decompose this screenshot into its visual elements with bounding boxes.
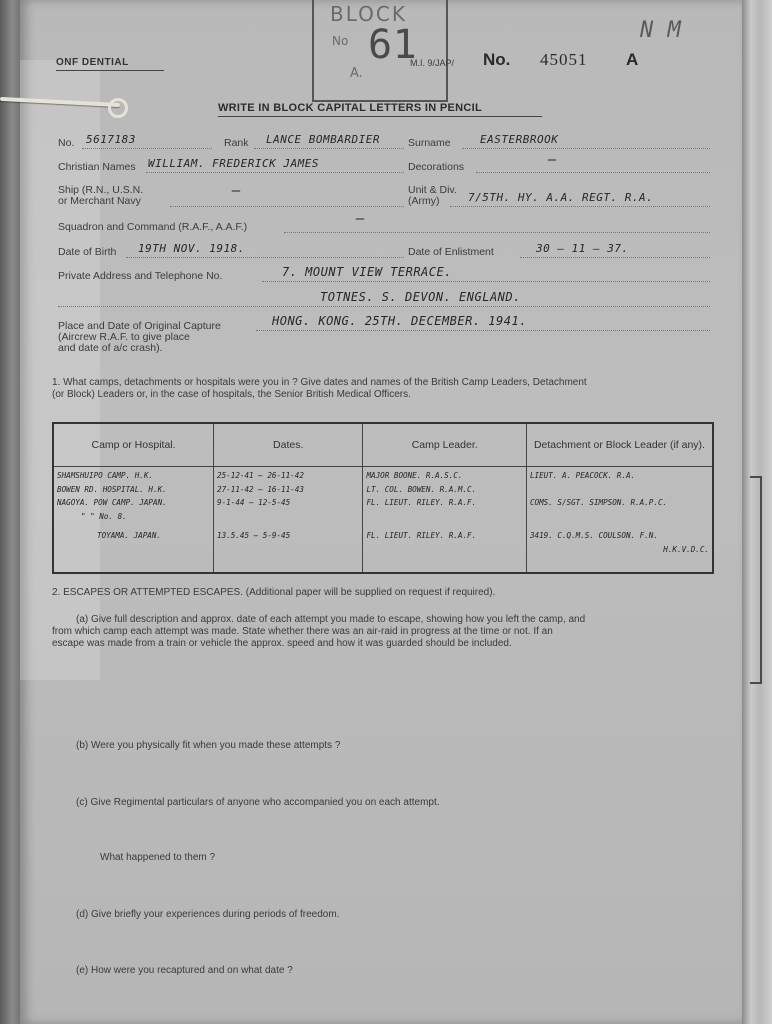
rank-line — [254, 148, 404, 149]
ship-label-line2: or Merchant Navy — [58, 195, 141, 207]
unit-value: 7/5TH. HY. A.A. REGT. R.A. — [468, 191, 654, 204]
question2c-follow-up: What happened to them ? — [100, 852, 216, 863]
table-cell: H.K.V.D.C. — [663, 544, 709, 554]
unit-label-line2: (Army) — [408, 195, 440, 207]
squadron-value: — — [356, 211, 365, 227]
dates-column — [214, 467, 363, 574]
decorations-label: Decorations — [408, 161, 465, 173]
question2a-line2: from which camp each attempt was made. State whether there was an air-raid in progress at the time or not. If an — [52, 626, 553, 637]
table-cell: TOYAMA. JAPAN. — [97, 531, 162, 540]
binder-edge-left — [0, 0, 22, 1024]
serial-suffix: A — [626, 50, 639, 69]
no-line — [82, 148, 212, 149]
no-label: No. — [58, 137, 75, 149]
camp-column — [53, 467, 214, 574]
serial-number: 45051 — [540, 50, 588, 69]
ship-value: — — [232, 183, 241, 199]
table-cell: FL. LIEUT. RILEY. R.A.F. — [366, 498, 477, 507]
table-cell — [530, 483, 709, 497]
decorations-value: — — [548, 152, 557, 168]
squadron-label: Squadron and Command (R.A.F., A.A.F.) — [58, 221, 248, 233]
decorations-line — [476, 172, 710, 173]
camps-table — [52, 422, 714, 574]
table-cell — [217, 510, 359, 524]
binding-string-knot — [108, 98, 128, 118]
question2c: (c) Give Regimental particulars of anyone who accompanied you on each attempt. — [76, 797, 440, 808]
ship-label-line1: Ship (R.N., U.S.N. — [58, 184, 144, 196]
table-body-row — [53, 467, 713, 574]
question1-line2: (or Block) Leaders or, in the case of hospitals, the Senior British Medical Officers. — [52, 389, 411, 400]
header-detachment-leader: Detachment or Block Leader (if any). — [526, 423, 713, 467]
form-instruction-heading: WRITE IN BLOCK CAPITAL LETTERS IN PENCIL — [218, 102, 482, 114]
rank-value: LANCE BOMBARDIER — [266, 133, 380, 146]
capture-label-line3: and date of a/c crash). — [58, 342, 163, 354]
table-cell — [530, 510, 709, 524]
table-cell: 25-12-41 — 26-11-42 — [217, 471, 304, 480]
question2b: (b) Were you physically fit when you made these attempts ? — [76, 740, 341, 751]
stamp-no-word: No — [332, 34, 349, 48]
table-cell: 9-1-44 — 12-5-45 — [217, 498, 291, 507]
table-cell: NAGOYA. POW CAMP. JAPAN. — [57, 498, 167, 507]
table-cell: 13.5.45 — 5-9-45 — [217, 531, 291, 540]
camp-leader-column — [363, 467, 527, 574]
question2a-line1: (a) Give full description and approx. date of each attempt you made to escape, showing how you left the camp, and — [76, 614, 586, 625]
dob-line — [126, 257, 404, 258]
capture-line — [256, 330, 710, 331]
enlistment-line — [520, 257, 710, 258]
christian-names-value: WILLIAM. FREDERICK JAMES — [148, 157, 319, 170]
table-cell: FL. LIEUT. RILEY. R.A.F. — [366, 531, 477, 540]
dob-value: 19TH NOV. 1918. — [138, 242, 245, 255]
enlistment-value: 30 — 11 — 37. — [536, 242, 629, 255]
question2e: (e) How were you recaptured and on what date ? — [76, 965, 293, 976]
question2a-line3: escape was made from a train or vehicle the approx. speed and how it was guarded should be included. — [52, 638, 512, 649]
table-cell — [366, 510, 523, 524]
address-label: Private Address and Telephone No. — [58, 270, 223, 282]
unit-line — [450, 206, 710, 207]
classification-label: ONF DENTIAL — [56, 57, 129, 68]
classification-underline — [56, 70, 164, 71]
header-camp-leader: Camp Leader. — [363, 423, 527, 467]
table-cell: " " No. 8. — [81, 511, 127, 521]
table-cell — [217, 543, 359, 557]
address-line1-rule — [262, 281, 710, 282]
serial-no-label: No. — [483, 50, 511, 69]
address-line2-rule — [58, 306, 710, 307]
margin-bracket — [750, 476, 762, 684]
table-cell: LIEUT. A. PEACOCK. R.A. — [529, 471, 636, 480]
stamp-block-number: 61 — [368, 22, 418, 68]
detachment-leader-column — [526, 467, 713, 574]
christian-names-label: Christian Names — [58, 161, 136, 173]
header-camp: Camp or Hospital. — [53, 423, 214, 467]
margin-initials: N M — [640, 18, 682, 43]
capture-label-line1: Place and Date of Original Capture — [58, 320, 221, 332]
dob-label: Date of Birth — [58, 246, 117, 258]
table-cell: SHAMSHUIPO CAMP. H.K. — [57, 471, 154, 480]
address-line2: TOTNES. S. DEVON. ENGLAND. — [320, 290, 521, 304]
table-cell: 3419. C.Q.M.S. COULSON. F.N. — [529, 531, 658, 540]
surname-label: Surname — [408, 137, 451, 149]
surname-value: EASTERBROOK — [480, 133, 559, 146]
table-cell: BOWEN RD. HOSPITAL. H.K. — [57, 484, 167, 494]
header-dates: Dates. — [214, 423, 363, 467]
unit-label-line1: Unit & Div. — [408, 184, 457, 196]
ship-line — [170, 206, 404, 207]
question1-line1: 1. What camps, detachments or hospitals were you in ? Give dates and names of the British Camp Leaders, Detachment — [52, 377, 587, 388]
question2d: (d) Give briefly your experiences during periods of freedom. — [76, 909, 340, 920]
capture-value: HONG. KONG. 25TH. DECEMBER. 1941. — [272, 314, 527, 328]
heading-underline — [218, 116, 542, 117]
rank-label: Rank — [224, 137, 249, 149]
mi9-ref-code: M.I. 9/JAP/ — [410, 58, 455, 68]
no-value: 5617183 — [86, 133, 136, 146]
address-line1: 7. MOUNT VIEW TERRACE. — [282, 265, 452, 279]
christian-names-line — [146, 172, 404, 173]
table-cell: COMS. S/SGT. SIMPSON. R.A.P.C. — [529, 498, 668, 507]
surname-line — [462, 148, 710, 149]
stamp-block-word: BLOCK — [330, 2, 407, 26]
table-cell — [57, 543, 210, 557]
enlistment-label: Date of Enlistment — [408, 246, 494, 258]
question2-heading: 2. ESCAPES OR ATTEMPTED ESCAPES. (Additional paper will be supplied on request if required). — [52, 587, 496, 598]
table-cell: MAJOR BOONE. R.A.S.C. — [366, 471, 463, 480]
table-cell — [366, 543, 523, 557]
table-cell: LT. COL. BOWEN. R.A.M.C. — [366, 484, 477, 494]
capture-label-line2: (Aircrew R.A.F. to give place — [58, 331, 190, 343]
table-cell: 27-11-42 — 16-11-43 — [217, 484, 304, 494]
stamp-letter: A. — [350, 66, 363, 81]
squadron-line — [284, 232, 710, 233]
